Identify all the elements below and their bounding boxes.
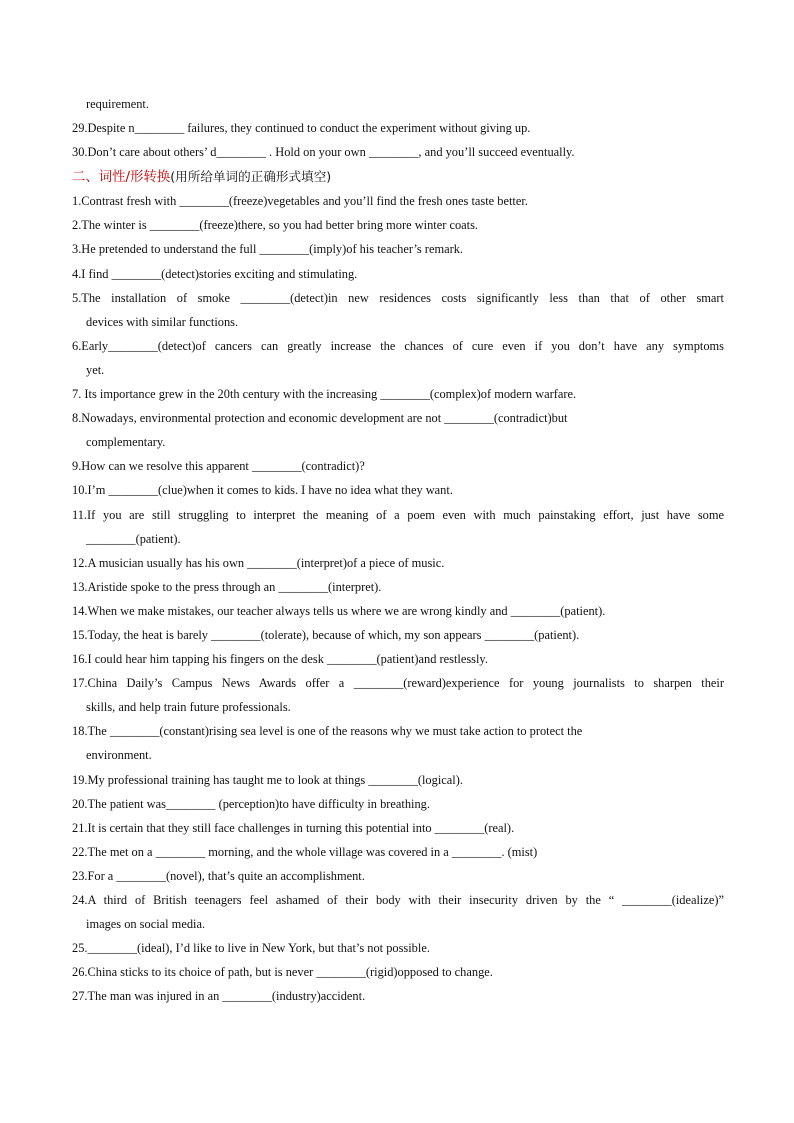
exercise-18-continued: environment. bbox=[86, 748, 152, 763]
exercise-26: 26.China sticks to its choice of path, but is never ________(rigid)opposed to change. bbox=[72, 965, 493, 980]
exercise-5: 5.The installation of smoke ________(detect)in new residences costs significantly less than that of other smart bbox=[72, 290, 724, 305]
question-29: 29.Despite n________ failures, they continued to conduct the experiment without giving up. bbox=[72, 121, 531, 136]
exercise-10: 10.I’m ________(clue)when it comes to kids. I have no idea what they want. bbox=[72, 483, 453, 498]
exercise-24: 24.A third of British teenagers feel ashamed of their body with their insecurity driven by the “ ________(idealize)” bbox=[72, 893, 724, 907]
exercise-1: 1.Contrast fresh with ________(freeze)vegetables and you’ll find the fresh ones taste better. bbox=[72, 194, 528, 209]
exercise-8: 8.Nowadays, environmental protection and economic development are not ________(contradict)but bbox=[72, 411, 568, 426]
question-30: 30.Don’t care about others’ d________ . Hold on your own ________, and you’ll succeed eventually. bbox=[72, 145, 575, 160]
text-line: requirement. bbox=[86, 97, 149, 111]
section-title: 二、词性/形转换 bbox=[72, 170, 171, 186]
exercise-22: 22.The met on a ________ morning, and the whole village was covered in a ________. (mist) bbox=[72, 844, 538, 859]
exercise-25: 25.________(ideal), I’d like to live in New York, but that’s not possible. bbox=[72, 941, 430, 956]
exercise-5-continued: devices with similar functions. bbox=[86, 314, 239, 329]
exercise-27: 27.The man was injured in an ________(industry)accident. bbox=[72, 989, 366, 1004]
exercise-12: 12.A musician usually has his own ________(interpret)of a piece of music. bbox=[72, 555, 445, 570]
exercise-15: 15.Today, the heat is barely ________(tolerate), because of which, my son appears ________(patient). bbox=[72, 627, 580, 642]
exercise-7: 7. Its importance grew in the 20th century with the increasing ________(complex)of modern warfare. bbox=[72, 387, 577, 402]
exercise-17: 17.China Daily’s Campus News Awards offer a ________(reward)experience for young journalists to sharpen their bbox=[72, 676, 724, 691]
exercise-17-continued: skills, and help train future professionals. bbox=[86, 700, 291, 715]
exercise-23: 23.For a ________(novel), that’s quite an accomplishment. bbox=[72, 868, 365, 883]
exercise-8-continued: complementary. bbox=[86, 435, 166, 450]
document-page bbox=[72, 92, 724, 1008]
exercise-14: 14.When we make mistakes, our teacher always tells us where we are wrong kindly and ________(patient). bbox=[72, 603, 606, 618]
exercise-13: 13.Aristide spoke to the press through an ________(interpret). bbox=[72, 579, 382, 594]
exercise-18: 18.The ________(constant)rising sea level is one of the reasons why we must take action to protect the bbox=[72, 724, 583, 739]
exercise-11: 11.If you are still struggling to interpret the meaning of a poem even with much painstaking effort, just have some bbox=[72, 507, 724, 522]
section-heading bbox=[72, 165, 724, 189]
exercise-16: 16.I could hear him tapping his fingers on the desk ________(patient)and restlessly. bbox=[72, 652, 488, 667]
exercise-19: 19.My professional training has taught me to look at things ________(logical). bbox=[72, 772, 463, 787]
section-instruction: (用所给单词的正确形式填空) bbox=[170, 169, 332, 185]
exercise-3: 3.He pretended to understand the full ________(imply)of his teacher’s remark. bbox=[72, 242, 463, 257]
exercise-24-continued: images on social media. bbox=[86, 917, 206, 932]
exercise-6: 6.Early________(detect)of cancers can greatly increase the chances of cure even if you don’t have any symptoms bbox=[72, 338, 724, 353]
exercise-4: 4.I find ________(detect)stories exciting and stimulating. bbox=[72, 266, 358, 281]
exercise-11-continued: ________(patient). bbox=[86, 531, 181, 546]
exercise-21: 21.It is certain that they still face challenges in turning this potential into ________(real). bbox=[72, 820, 515, 835]
exercise-9: 9.How can we resolve this apparent ________(contradict)? bbox=[72, 459, 365, 474]
exercise-20: 20.The patient was________ (perception)to have difficulty in breathing. bbox=[72, 796, 430, 811]
exercise-2: 2.The winter is ________(freeze)there, so you had better bring more winter coats. bbox=[72, 218, 478, 233]
exercise-6-continued: yet. bbox=[86, 362, 105, 377]
